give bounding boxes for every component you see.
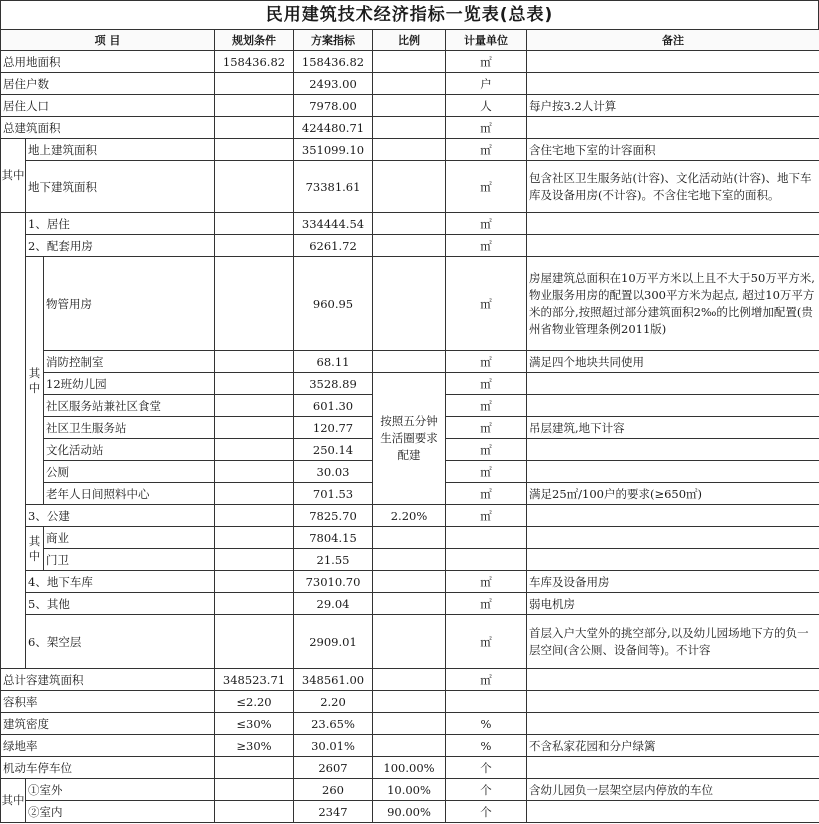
row-note: 弱电机房 <box>527 593 819 615</box>
qizhong-label: 其中 <box>26 257 44 505</box>
row-scheme: 348561.00 <box>294 669 373 691</box>
header-scheme: 方案指标 <box>294 30 373 51</box>
row-unit: ㎡ <box>446 395 527 417</box>
row-item: 总用地面积 <box>1 51 215 73</box>
table-row <box>1 139 819 161</box>
row-scheme: 23.65% <box>294 713 373 735</box>
row-note: 含幼儿园负一层架空层内停放的车位 <box>527 779 819 801</box>
row-unit: ㎡ <box>446 417 527 439</box>
row-scheme: 7825.70 <box>294 505 373 527</box>
row-note: 房屋建筑总面积在10万平方米以上且不大于50万平方米,物业服务用房的配置以300平方米为起点, 超过10万平方米的部分,按照超过部分建筑面积2‰的比例增加配置(贵州省物业管理条例2011版) <box>527 257 819 351</box>
table-row <box>1 549 819 571</box>
table-row <box>1 571 819 593</box>
header-note: 备注 <box>527 30 819 51</box>
row-note: 不含私家花园和分户绿篱 <box>527 735 819 757</box>
row-note: 满足四个地块共同使用 <box>527 351 819 373</box>
row-item: 4、地下车库 <box>26 571 215 593</box>
row-scheme: 68.11 <box>294 351 373 373</box>
row-item: 消防控制室 <box>44 351 215 373</box>
row-ratio: 90.00% <box>373 801 446 823</box>
table-row <box>1 801 819 823</box>
row-item: 社区服务站兼社区食堂 <box>44 395 215 417</box>
row-unit: ㎡ <box>446 483 527 505</box>
row-scheme: 120.77 <box>294 417 373 439</box>
row-plan: ≤30% <box>215 713 294 735</box>
row-item: 总计容建筑面积 <box>1 669 215 691</box>
row-unit: ㎡ <box>446 213 527 235</box>
header-plan: 规划条件 <box>215 30 294 51</box>
row-unit: ㎡ <box>446 351 527 373</box>
row-unit: % <box>446 713 527 735</box>
indicator-table <box>0 29 819 823</box>
row-scheme: 250.14 <box>294 439 373 461</box>
row-unit: ㎡ <box>446 161 527 213</box>
table-title: 民用建筑技术经济指标一览表(总表) <box>0 0 819 29</box>
row-scheme: 29.04 <box>294 593 373 615</box>
row-scheme: 2493.00 <box>294 73 373 95</box>
row-item: 居住户数 <box>1 73 215 95</box>
row-scheme: 334444.54 <box>294 213 373 235</box>
row-scheme: 6261.72 <box>294 235 373 257</box>
row-unit: 个 <box>446 757 527 779</box>
row-scheme: 260 <box>294 779 373 801</box>
row-note: 含住宅地下室的计容面积 <box>527 139 819 161</box>
row-plan: 348523.71 <box>215 669 294 691</box>
row-unit: ㎡ <box>446 51 527 73</box>
row-note: 吊层建筑,地下计容 <box>527 417 819 439</box>
table-row <box>1 95 819 117</box>
row-scheme: 2.20 <box>294 691 373 713</box>
row-item: 地上建筑面积 <box>26 139 215 161</box>
table-row <box>1 117 819 139</box>
row-item: 公厕 <box>44 461 215 483</box>
row-scheme: 30.03 <box>294 461 373 483</box>
row-unit: ㎡ <box>446 257 527 351</box>
row-plan: 158436.82 <box>215 51 294 73</box>
row-item: 总建筑面积 <box>1 117 215 139</box>
table-row <box>1 779 819 801</box>
merged-ratio-note: 按照五分钟生活圈要求配建 <box>373 373 446 505</box>
row-scheme: 7804.15 <box>294 527 373 549</box>
table-row <box>1 505 819 527</box>
row-note: 车库及设备用房 <box>527 571 819 593</box>
row-item: 3、公建 <box>26 505 215 527</box>
row-scheme: 30.01% <box>294 735 373 757</box>
row-item: 门卫 <box>44 549 215 571</box>
row-item: 商业 <box>44 527 215 549</box>
row-unit: 个 <box>446 779 527 801</box>
table-row <box>1 257 819 351</box>
row-unit: ㎡ <box>446 669 527 691</box>
qizhong-label: 其中 <box>1 779 26 823</box>
row-item: ②室内 <box>26 801 215 823</box>
row-scheme: 21.55 <box>294 549 373 571</box>
row-plan: ≤2.20 <box>215 691 294 713</box>
row-scheme: 2347 <box>294 801 373 823</box>
row-unit: 户 <box>446 73 527 95</box>
qizhong-label: 其中 <box>1 139 26 213</box>
row-unit: ㎡ <box>446 461 527 483</box>
row-item: 1、居住 <box>26 213 215 235</box>
row-item: 社区卫生服务站 <box>44 417 215 439</box>
row-ratio: 10.00% <box>373 779 446 801</box>
row-item: 机动车停车位 <box>1 757 215 779</box>
row-unit: ㎡ <box>446 615 527 669</box>
row-item: 绿地率 <box>1 735 215 757</box>
row-scheme: 3528.89 <box>294 373 373 395</box>
row-item: 5、其他 <box>26 593 215 615</box>
row-note: 满足25㎡/100户的要求(≥650㎡) <box>527 483 819 505</box>
header-ratio: 比例 <box>373 30 446 51</box>
table-row <box>1 527 819 549</box>
row-ratio: 100.00% <box>373 757 446 779</box>
row-item: 容积率 <box>1 691 215 713</box>
header-item: 项 目 <box>1 30 215 51</box>
row-unit: 人 <box>446 95 527 117</box>
header-row <box>1 30 819 51</box>
row-item: 老年人日间照料中心 <box>44 483 215 505</box>
row-unit: ㎡ <box>446 571 527 593</box>
header-unit: 计量单位 <box>446 30 527 51</box>
row-scheme: 424480.71 <box>294 117 373 139</box>
row-unit: ㎡ <box>446 373 527 395</box>
row-item: 地下建筑面积 <box>26 161 215 213</box>
row-scheme: 73381.61 <box>294 161 373 213</box>
row-scheme: 7978.00 <box>294 95 373 117</box>
table-row <box>1 51 819 73</box>
row-unit: ㎡ <box>446 439 527 461</box>
row-scheme: 960.95 <box>294 257 373 351</box>
table-row <box>1 593 819 615</box>
row-scheme: 601.30 <box>294 395 373 417</box>
row-item: 居住人口 <box>1 95 215 117</box>
row-scheme: 701.53 <box>294 483 373 505</box>
row-ratio: 2.20% <box>373 505 446 527</box>
table-row <box>1 213 819 235</box>
row-plan: ≥30% <box>215 735 294 757</box>
row-unit: ㎡ <box>446 139 527 161</box>
row-unit: ㎡ <box>446 117 527 139</box>
row-item: 2、配套用房 <box>26 235 215 257</box>
row-unit: 个 <box>446 801 527 823</box>
row-item: 物管用房 <box>44 257 215 351</box>
row-unit: ㎡ <box>446 235 527 257</box>
row-item: 12班幼儿园 <box>44 373 215 395</box>
row-item: 文化活动站 <box>44 439 215 461</box>
table-row <box>1 615 819 669</box>
row-item: ①室外 <box>26 779 215 801</box>
table-row <box>1 713 819 735</box>
row-item: 6、架空层 <box>26 615 215 669</box>
table-row <box>1 73 819 95</box>
table-row <box>1 373 819 395</box>
table-row <box>1 735 819 757</box>
row-unit: ㎡ <box>446 505 527 527</box>
row-scheme: 2607 <box>294 757 373 779</box>
row-unit: ㎡ <box>446 593 527 615</box>
table-row <box>1 757 819 779</box>
row-scheme: 351099.10 <box>294 139 373 161</box>
row-note: 包含社区卫生服务站(计容)、文化活动站(计容)、地下车库及设备用房(不计容)。不含住宅地下室的面积。 <box>527 161 819 213</box>
table-row <box>1 351 819 373</box>
row-scheme: 73010.70 <box>294 571 373 593</box>
qizhong-label: 其中 <box>26 527 44 571</box>
row-unit: % <box>446 735 527 757</box>
table-row <box>1 235 819 257</box>
row-scheme: 158436.82 <box>294 51 373 73</box>
row-scheme: 2909.01 <box>294 615 373 669</box>
row-note: 首层入户大堂外的挑空部分,以及幼儿园场地下方的负一层空间(含公厕、设备间等)。不计容 <box>527 615 819 669</box>
row-note: 每户按3.2人计算 <box>527 95 819 117</box>
table-row <box>1 161 819 213</box>
table-row <box>1 669 819 691</box>
row-item: 建筑密度 <box>1 713 215 735</box>
table-row <box>1 691 819 713</box>
